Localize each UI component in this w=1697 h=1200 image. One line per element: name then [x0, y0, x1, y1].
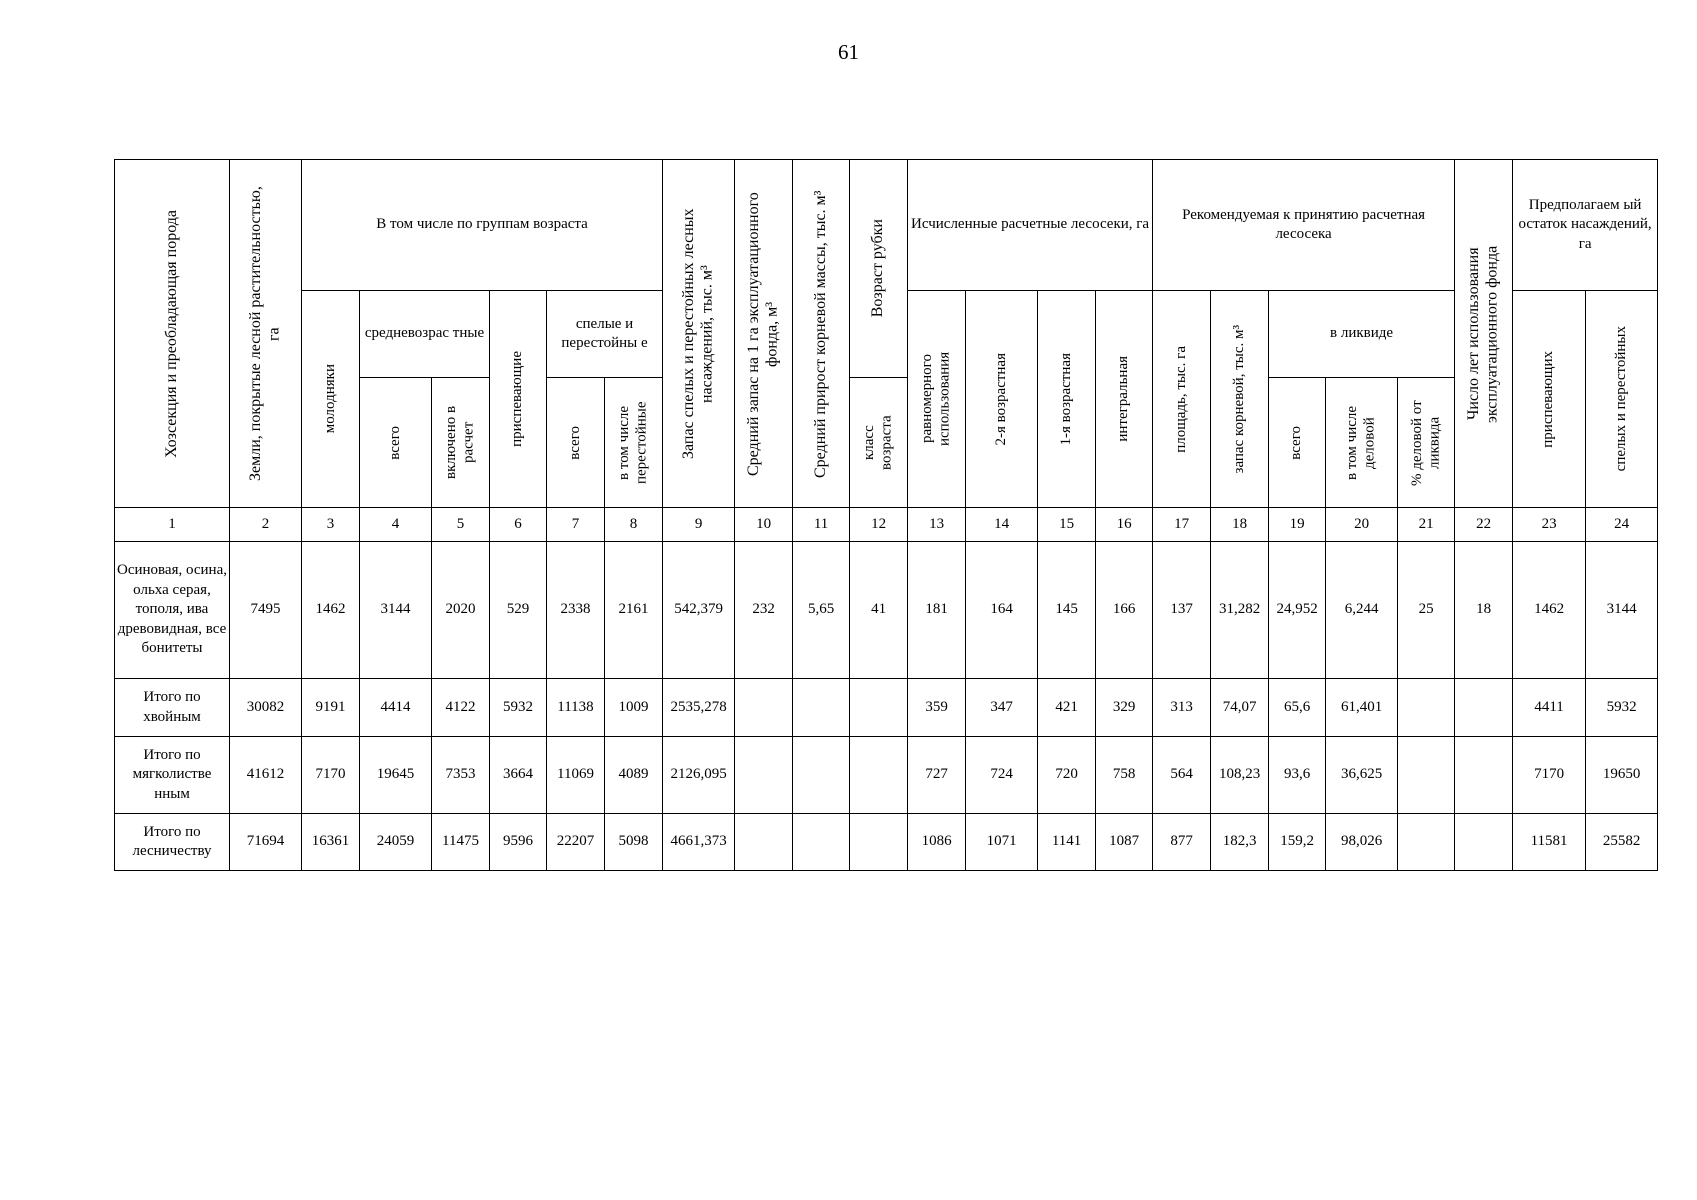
col-number: 18 [1211, 508, 1269, 542]
table-cell [850, 814, 908, 871]
table-cell: 11581 [1513, 814, 1586, 871]
table-cell: 5932 [1586, 679, 1658, 737]
table-cell [1455, 679, 1513, 737]
table-cell: 31,282 [1211, 542, 1269, 679]
header-avg-growth: Средний прирост корневой массы, тыс. м³ [793, 160, 850, 508]
table-cell: 313 [1153, 679, 1211, 737]
row-label: Итого по лесничеству [115, 814, 230, 871]
col-number: 20 [1326, 508, 1398, 542]
table-cell [1455, 814, 1513, 871]
table-cell [850, 737, 908, 814]
header-liquid-total: всего [1269, 378, 1326, 508]
col-number: 16 [1096, 508, 1153, 542]
header-remainder: Предполагаем ый остаток насаждений, га [1513, 160, 1658, 291]
table-cell: 7353 [432, 737, 490, 814]
table-cell: 9191 [302, 679, 360, 737]
table-row [115, 679, 1658, 737]
table-cell: 24059 [360, 814, 432, 871]
page-number: 61 [838, 40, 859, 64]
table-cell: 3664 [490, 737, 547, 814]
table-cell: 5932 [490, 679, 547, 737]
table-cell: 2126,095 [663, 737, 735, 814]
table-cell: 9596 [490, 814, 547, 871]
table-cell: 18 [1455, 542, 1513, 679]
table-cell: 19645 [360, 737, 432, 814]
table-cell: 1141 [1038, 814, 1096, 871]
table-cell: 11069 [547, 737, 605, 814]
header-young: молодняки [302, 291, 360, 508]
col-number: 1 [115, 508, 230, 542]
header-age-class: класс возраста [850, 378, 908, 508]
col-number: 10 [735, 508, 793, 542]
header-rem-maturing: приспевающих [1513, 291, 1586, 508]
col-number: 14 [966, 508, 1038, 542]
row-label: Итого по хвойным [115, 679, 230, 737]
table-cell: 2161 [605, 542, 663, 679]
table-cell: 30082 [230, 679, 302, 737]
table-cell: 159,2 [1269, 814, 1326, 871]
table-cell [1455, 737, 1513, 814]
row-label: Итого по мягколистве нным [115, 737, 230, 814]
table-cell: 41612 [230, 737, 302, 814]
table-cell: 4089 [605, 737, 663, 814]
table-cell: 19650 [1586, 737, 1658, 814]
col-number: 6 [490, 508, 547, 542]
table-cell: 11475 [432, 814, 490, 871]
table-cell: 1086 [908, 814, 966, 871]
table-cell: 93,6 [1269, 737, 1326, 814]
table-cell: 5,65 [793, 542, 850, 679]
table-cell: 1009 [605, 679, 663, 737]
table-cell: 3144 [1586, 542, 1658, 679]
table-cell: 166 [1096, 542, 1153, 679]
table-cell [735, 814, 793, 871]
table-cell [1398, 679, 1455, 737]
col-number: 4 [360, 508, 432, 542]
table-cell: 1462 [302, 542, 360, 679]
col-number: 12 [850, 508, 908, 542]
header-mature-over: спелые и перестойны е [547, 291, 663, 378]
table-cell: 564 [1153, 737, 1211, 814]
table-cell [735, 679, 793, 737]
table-cell: 164 [966, 542, 1038, 679]
header-pct-business: % деловой от ликвида [1398, 378, 1455, 508]
header-col1: Хозсекция и преобладающая порода [115, 160, 230, 508]
header-col2: Земли, покрытые лесной растительностью, га [230, 160, 302, 508]
header-stock-mature: Запас спелых и перестойных лесных насаждений, тыс. м³ [663, 160, 735, 508]
header-recommended: Рекомендуемая к принятию расчетная лесосека [1153, 160, 1455, 291]
table-cell: 3144 [360, 542, 432, 679]
col-number: 7 [547, 508, 605, 542]
table-cell: 720 [1038, 737, 1096, 814]
header-area: площадь, тыс. га [1153, 291, 1211, 508]
table-row [115, 814, 1658, 871]
table-cell: 1071 [966, 814, 1038, 871]
header-age-groups: В том числе по группам возраста [302, 160, 663, 291]
table-cell: 25 [1398, 542, 1455, 679]
table-cell: 4411 [1513, 679, 1586, 737]
table-cell: 71694 [230, 814, 302, 871]
table-cell: 65,6 [1269, 679, 1326, 737]
column-number-row [115, 508, 1658, 542]
table-cell: 4661,373 [663, 814, 735, 871]
table-cell: 4414 [360, 679, 432, 737]
header-liquid: в ликвиде [1269, 291, 1455, 378]
table-cell: 2535,278 [663, 679, 735, 737]
col-number: 24 [1586, 508, 1658, 542]
table-cell: 25582 [1586, 814, 1658, 871]
col-number: 8 [605, 508, 663, 542]
row-label: Осиновая, осина, ольха серая, тополя, ива древовидная, все бонитеты [115, 542, 230, 679]
table-cell: 22207 [547, 814, 605, 871]
col-number: 17 [1153, 508, 1211, 542]
header-middle-total: всего [360, 378, 432, 508]
table-cell [1398, 814, 1455, 871]
table-cell: 7170 [1513, 737, 1586, 814]
header-rem-mature: спелых и перестойных [1586, 291, 1658, 508]
header-integral: интегральная [1096, 291, 1153, 508]
table-cell [735, 737, 793, 814]
table-cell: 2020 [432, 542, 490, 679]
table-cell [793, 814, 850, 871]
table-cell: 74,07 [1211, 679, 1269, 737]
table-cell: 7495 [230, 542, 302, 679]
header-middle-included: включено в расчет [432, 378, 490, 508]
header-cutting-age: Возраст рубки [850, 160, 908, 378]
table-row [115, 542, 1658, 679]
table-cell: 232 [735, 542, 793, 679]
col-number: 9 [663, 508, 735, 542]
table-cell: 137 [1153, 542, 1211, 679]
table-cell: 529 [490, 542, 547, 679]
table-cell: 4122 [432, 679, 490, 737]
table-cell: 5098 [605, 814, 663, 871]
table-cell [793, 737, 850, 814]
table-cell: 758 [1096, 737, 1153, 814]
col-number: 19 [1269, 508, 1326, 542]
header-first-age: 1-я возрастная [1038, 291, 1096, 508]
table-cell: 1462 [1513, 542, 1586, 679]
table-cell: 724 [966, 737, 1038, 814]
table-cell: 7170 [302, 737, 360, 814]
col-number: 11 [793, 508, 850, 542]
table-cell: 877 [1153, 814, 1211, 871]
col-number: 2 [230, 508, 302, 542]
header-mature-total: всего [547, 378, 605, 508]
col-number: 3 [302, 508, 360, 542]
table-cell: 41 [850, 542, 908, 679]
table-row [115, 737, 1658, 814]
table-cell: 108,23 [1211, 737, 1269, 814]
table-cell: 181 [908, 542, 966, 679]
header-uniform: равномерного использования [908, 291, 966, 508]
table-cell: 2338 [547, 542, 605, 679]
header-incl-business: в том числе деловой [1326, 378, 1398, 508]
table-cell [793, 679, 850, 737]
col-number: 5 [432, 508, 490, 542]
col-number: 13 [908, 508, 966, 542]
header-middle-aged: средневозрас тные [360, 291, 490, 378]
table-cell: 329 [1096, 679, 1153, 737]
table-cell: 359 [908, 679, 966, 737]
table-cell: 542,379 [663, 542, 735, 679]
header-avg-stock: Средний запас на 1 га эксплуатационного фонда, м³ [735, 160, 793, 508]
header-second-age: 2-я возрастная [966, 291, 1038, 508]
header-maturing: приспевающие [490, 291, 547, 508]
forest-table [114, 159, 1658, 871]
col-number: 22 [1455, 508, 1513, 542]
table-cell: 347 [966, 679, 1038, 737]
table-cell: 1087 [1096, 814, 1153, 871]
table-cell: 11138 [547, 679, 605, 737]
table-cell [850, 679, 908, 737]
table-cell: 36,625 [1326, 737, 1398, 814]
header-root-stock: запас корневой, тыс. м³ [1211, 291, 1269, 508]
col-number: 21 [1398, 508, 1455, 542]
table-cell: 6,244 [1326, 542, 1398, 679]
col-number: 15 [1038, 508, 1096, 542]
table-cell [1398, 737, 1455, 814]
header-years-use: Число лет использования эксплуатационного фонда [1455, 160, 1513, 508]
header-calc-areas: Исчисленные расчетные лесосеки, га [908, 160, 1153, 291]
table-cell: 16361 [302, 814, 360, 871]
table-cell: 182,3 [1211, 814, 1269, 871]
table-cell: 145 [1038, 542, 1096, 679]
col-number: 23 [1513, 508, 1586, 542]
table-cell: 98,026 [1326, 814, 1398, 871]
table-cell: 421 [1038, 679, 1096, 737]
table-cell: 727 [908, 737, 966, 814]
table-cell: 61,401 [1326, 679, 1398, 737]
table-cell: 24,952 [1269, 542, 1326, 679]
header-mature-incl-over: в том числе перестойные [605, 378, 663, 508]
